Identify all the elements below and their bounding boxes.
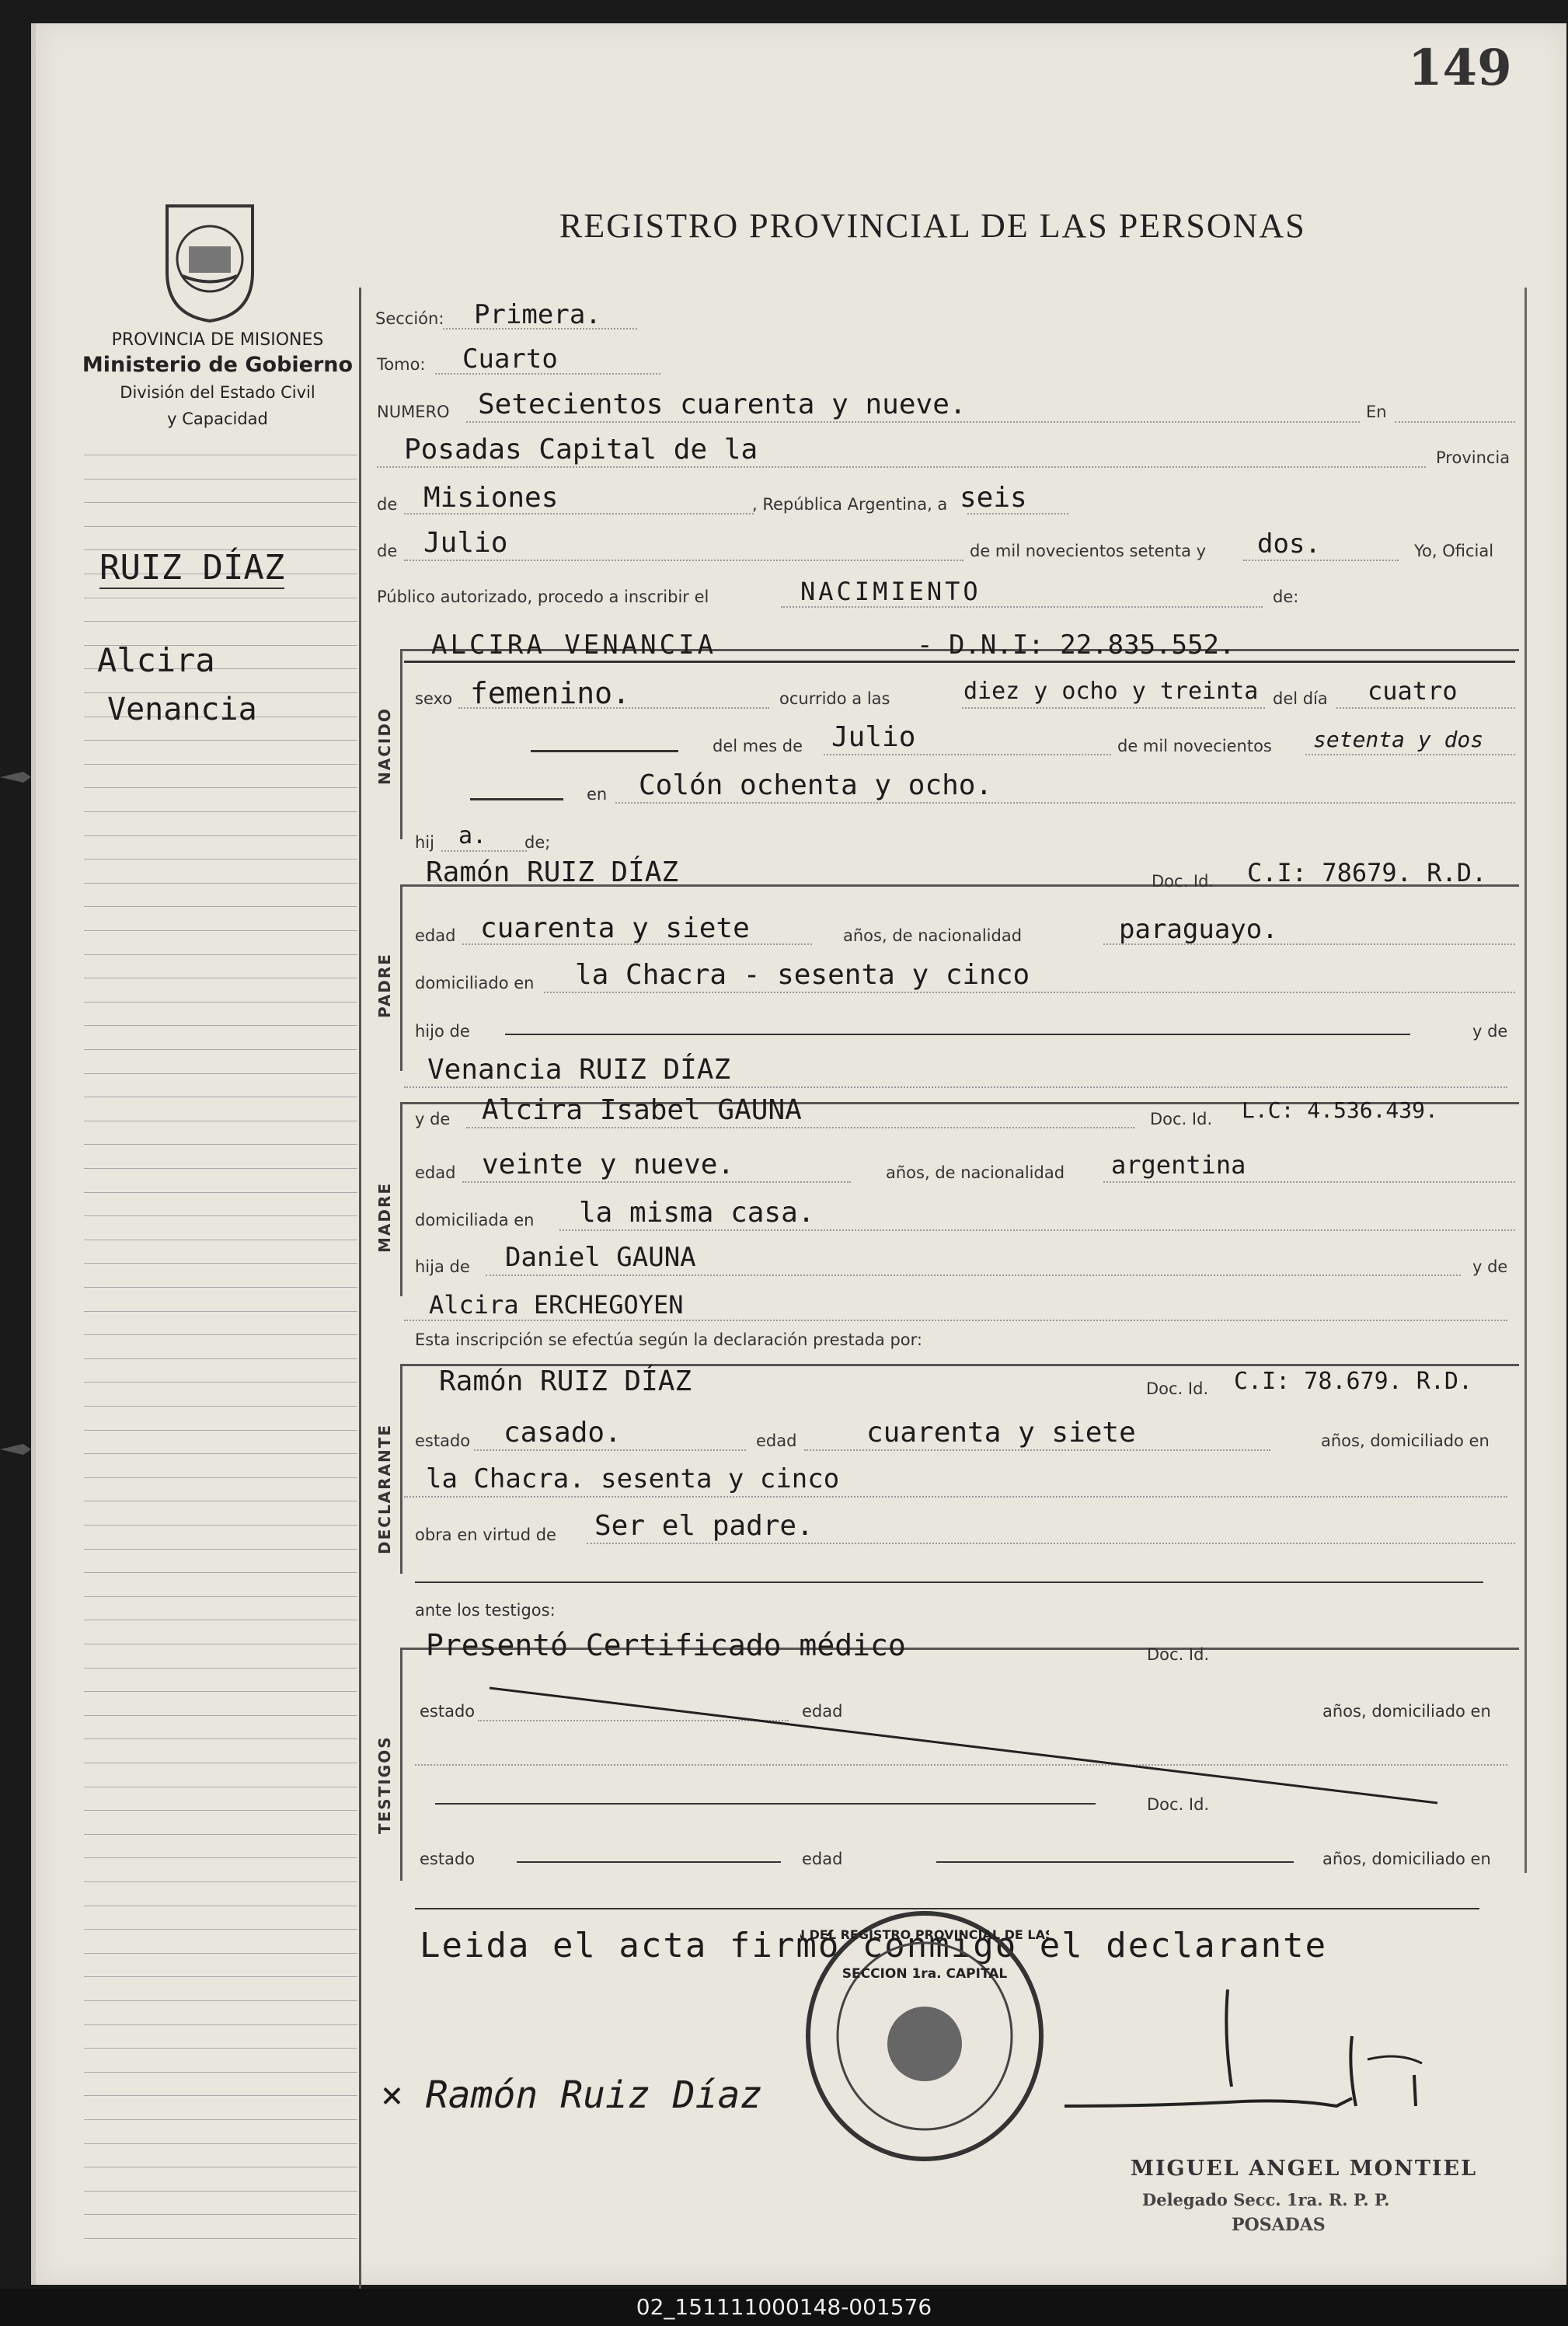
anio-value: dos. <box>1257 528 1321 560</box>
seccion-label: Sección: <box>375 309 444 328</box>
madre-label: MADRE <box>375 1181 394 1253</box>
stamp-center-text: SECCION 1ra. CAPITAL <box>841 1966 1008 1982</box>
ciudad-value: Posadas Capital de la <box>404 434 758 466</box>
del-dia-label: del día <box>1273 689 1328 708</box>
sexo-value: femenino. <box>470 676 630 710</box>
testigos-label: TESTIGOS <box>375 1735 394 1834</box>
padre-edad-label: edad <box>415 926 456 945</box>
image-filename: 02_151111000148-001576 <box>0 2289 1568 2326</box>
ocurrido-label: ocurrido a las <box>779 689 890 708</box>
numero-label: NUMERO <box>377 403 450 421</box>
de2-label: de <box>377 542 398 560</box>
padre-doc-label: Doc. Id. <box>1152 872 1214 891</box>
de4-label: de; <box>524 833 551 852</box>
declarante-estado-label: estado <box>415 1432 471 1450</box>
nombre-value: ALCIRA VENANCIA <box>431 629 717 661</box>
testigo-2-dom-label: años, domiciliado en <box>1322 1850 1491 1868</box>
madre-doc: L.C: 4.536.439. <box>1242 1097 1438 1123</box>
declarante-dom-label: años, domiciliado en <box>1321 1432 1490 1450</box>
padre-nac-label: años, de nacionalidad <box>843 926 1023 945</box>
declarante-obra: Ser el padre. <box>594 1510 814 1542</box>
official-city: POSADAS <box>1232 2215 1326 2235</box>
madre-edad-label: edad <box>415 1163 456 1182</box>
madre-dom-label: domiciliada en <box>415 1211 535 1229</box>
padre-hijo-label: hijo de <box>415 1022 470 1041</box>
official-name: MIGUEL ANGEL MONTIEL <box>1131 2157 1478 2181</box>
declarante-doc-label: Doc. Id. <box>1146 1379 1209 1398</box>
testigo-1-doc-label: Doc. Id. <box>1147 1645 1210 1664</box>
division-label-2: y Capacidad <box>167 410 268 428</box>
official-role: Delegado Secc. 1ra. R. P. P. <box>1142 2190 1390 2209</box>
declarante-obra-label: obra en virtud de <box>415 1526 556 1544</box>
padre-nombre: Ramón RUIZ DÍAZ <box>426 856 679 888</box>
testigo-1-estado-label: estado <box>420 1702 476 1721</box>
testigo-2-edad-label: edad <box>802 1850 843 1868</box>
madre-nombre: Alcira Isabel GAUNA <box>482 1094 802 1126</box>
declarante-label: DECLARANTE <box>375 1423 394 1554</box>
hij-suffix: a. <box>458 822 487 849</box>
madre-hija-label: hija de <box>415 1257 470 1276</box>
numero-value: Setecientos cuarenta y nueve. <box>478 389 967 420</box>
margin-name-2: Venancia <box>107 692 257 727</box>
declarante-nombre: Ramón RUIZ DÍAZ <box>439 1365 692 1397</box>
de-label: de <box>377 495 398 514</box>
division-label: División del Estado Civil <box>120 383 315 402</box>
de-mil-label: de mil novecientos setenta y <box>970 542 1207 560</box>
provincia-label: Provincia <box>1436 448 1511 467</box>
madre-edad: veinte y nueve. <box>482 1149 735 1180</box>
dni-value: - D.N.I: 22.835.552. <box>917 629 1235 661</box>
declarante-edad-label: edad <box>756 1432 797 1450</box>
yo-oficial-label: Yo, Oficial <box>1414 542 1494 560</box>
del-mes-label: del mes de <box>713 737 803 755</box>
publico-label: Público autorizado, procedo a inscribir el <box>377 588 709 606</box>
stamp-ring-text: DEL REGISTRO PROVINCIAL DE LA <box>809 1927 1045 1942</box>
padre-dom-label: domiciliado en <box>415 974 535 992</box>
en-label: En <box>1366 403 1387 421</box>
lugar-value: Colón ochenta y ocho. <box>639 769 993 801</box>
testigo-2-doc-label: Doc. Id. <box>1147 1795 1210 1814</box>
testigo-1: Presentó Certificado médico <box>426 1628 906 1662</box>
margin-name-1: Alcira <box>97 641 215 679</box>
madre-hija-de2: Alcira ERCHEGOYEN <box>429 1290 684 1320</box>
madre-hija-de: Daniel GAUNA <box>505 1242 696 1273</box>
padre-hijo-de: Venancia RUIZ DÍAZ <box>427 1054 731 1086</box>
page-number: 149 <box>1408 39 1512 97</box>
testigo-1-edad-label: edad <box>802 1702 843 1721</box>
provincia-value: Misiones <box>423 482 559 514</box>
madre-y-de2-label: y de <box>1472 1257 1508 1276</box>
dia-nac-value: cuatro <box>1368 676 1458 706</box>
padre-y-de-label: y de <box>1472 1022 1508 1041</box>
sexo-label: sexo <box>415 689 453 708</box>
seccion-value: Primera. <box>474 299 601 330</box>
declarant-signature: × Ramón Ruiz Díaz <box>381 2073 763 2117</box>
madre-doc-label: Doc. Id. <box>1150 1110 1213 1128</box>
margin-surname: RUIZ DÍAZ <box>99 548 285 588</box>
anio-nac-value: setenta y dos <box>1313 727 1484 752</box>
madre-nac-label: años, de nacionalidad <box>886 1163 1065 1182</box>
en2-label: en <box>587 785 608 804</box>
mes-nac-value: Julio <box>831 721 916 753</box>
testigo-2-estado-label: estado <box>420 1850 476 1868</box>
declarante-edad: cuarenta y siete <box>866 1417 1136 1449</box>
madre-dom: la misma casa. <box>579 1197 815 1229</box>
closing-text: Leida el acta firmó conmigo el declarante <box>420 1926 1328 1965</box>
ministry-label: Ministerio de Gobierno <box>82 353 354 377</box>
de3-label: de: <box>1273 588 1299 606</box>
dia-value: seis <box>960 482 1027 514</box>
testigo-1-dom-label: años, domiciliado en <box>1322 1702 1491 1721</box>
padre-dom: la Chacra - sesenta y cinco <box>575 959 1030 991</box>
declarante-doc: C.I: 78.679. R.D. <box>1234 1368 1473 1395</box>
mes-value: Julio <box>423 527 508 559</box>
esta-inscripcion-label: Esta inscripción se efectúa según la declaración prestada por: <box>415 1330 922 1349</box>
padre-label: PADRE <box>375 953 394 1018</box>
official-signature-icon <box>1057 1989 1461 2129</box>
tomo-label: Tomo: <box>377 355 426 374</box>
declarante-estado: casado. <box>504 1417 622 1449</box>
nacido-label: NACIDO <box>375 707 394 785</box>
declarante-dom: la Chacra. sesenta y cinco <box>426 1463 840 1494</box>
padre-edad: cuarenta y siete <box>480 912 750 944</box>
document-title: REGISTRO PROVINCIAL DE LAS PERSONAS <box>559 207 1306 245</box>
madre-nac: argentina <box>1111 1150 1246 1180</box>
acto-value: NACIMIENTO <box>800 577 981 606</box>
tomo-value: Cuarto <box>462 343 558 375</box>
madre-y-de-label: y de <box>415 1110 451 1128</box>
province-label: PROVINCIA DE MISIONES <box>111 330 324 350</box>
hora-value: diez y ocho y treinta <box>963 678 1259 705</box>
de-mil2-label: de mil novecientos <box>1117 737 1272 755</box>
ante-label: ante los testigos: <box>415 1601 556 1620</box>
padre-doc: C.I: 78679. R.D. <box>1247 858 1487 888</box>
hij-label: hij <box>415 833 434 852</box>
padre-nac: paraguayo. <box>1119 914 1278 945</box>
republica-label: , República Argentina, a <box>752 495 948 514</box>
official-stamp <box>800 1908 1049 2164</box>
